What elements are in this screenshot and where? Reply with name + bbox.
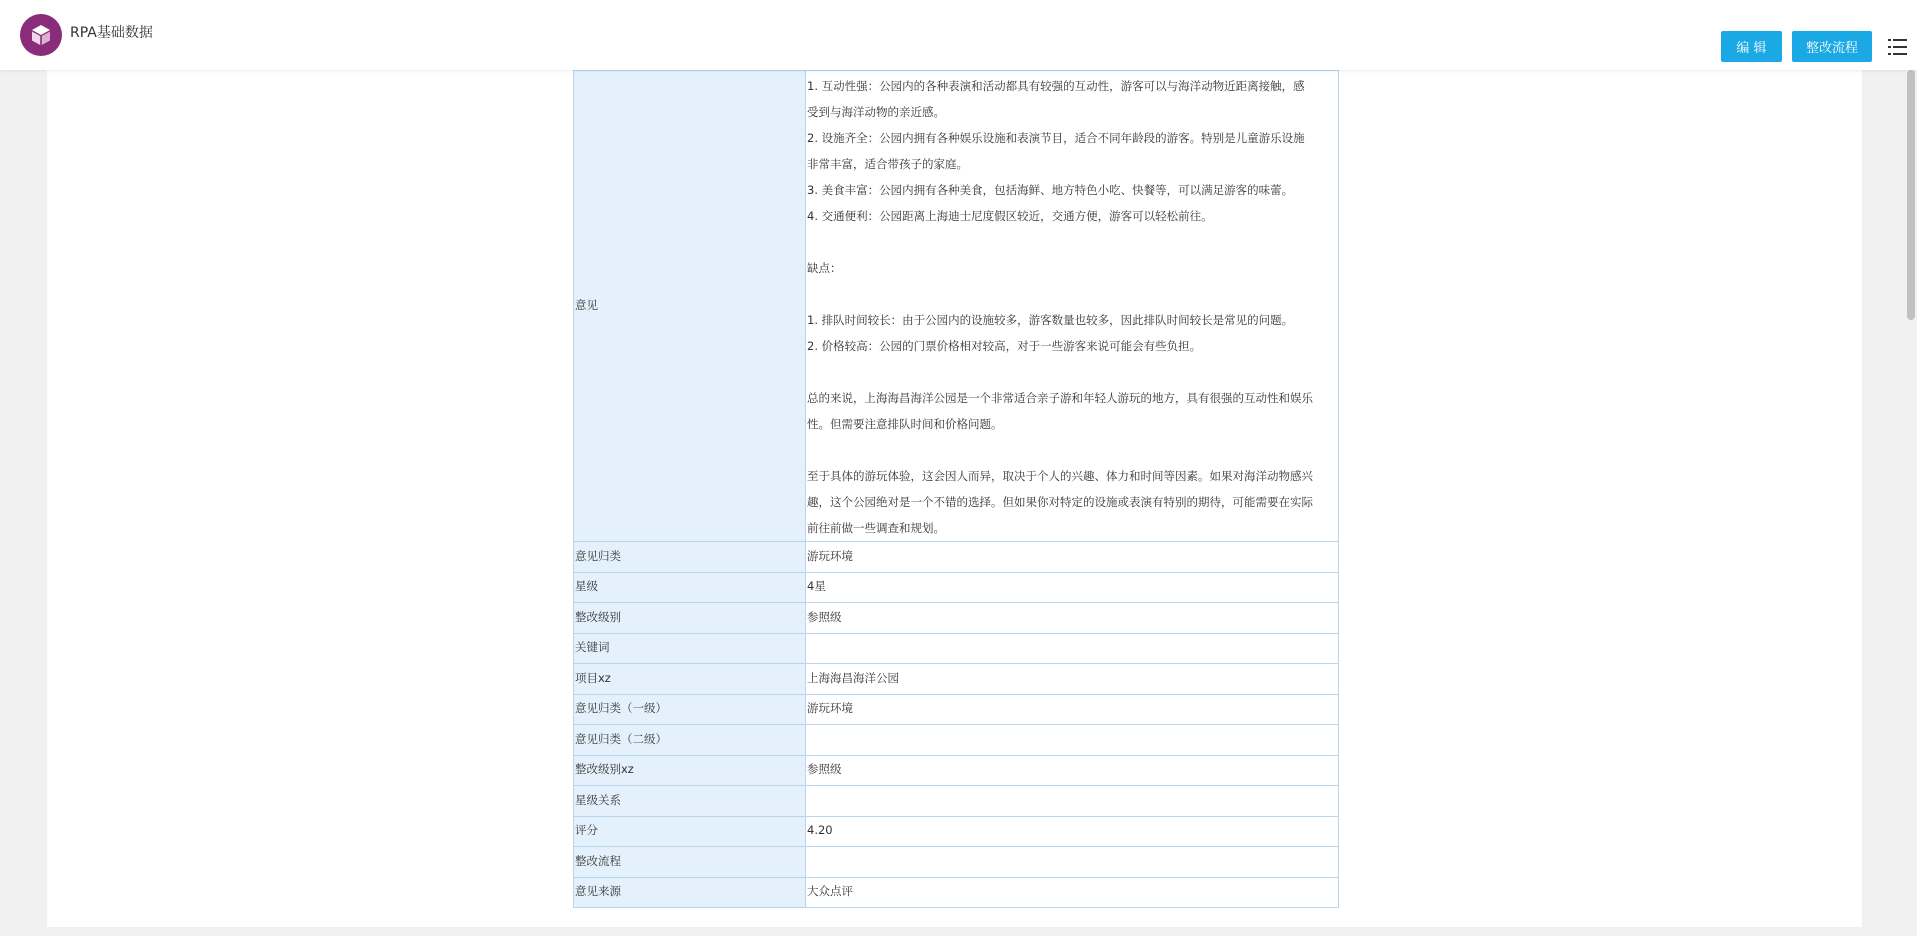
table-row <box>574 847 1339 878</box>
opinion-line <box>807 229 1336 255</box>
field-value <box>806 694 1339 725</box>
field-value <box>806 664 1339 695</box>
field-label <box>574 877 806 908</box>
field-label <box>574 71 806 542</box>
field-value-text: 大众点评 <box>807 884 853 899</box>
table-row <box>574 786 1339 817</box>
field-label-text: 意见归类（一级） <box>575 701 667 716</box>
field-label <box>574 725 806 756</box>
opinion-line <box>807 359 1336 385</box>
edit-button[interactable]: 编 辑 <box>1721 31 1782 62</box>
field-value-text: 参照级 <box>807 609 842 624</box>
opinion-line: 趣，这个公园绝对是一个不错的选择。但如果你对特定的设施或表演有特别的期待，可能需要在实际 <box>807 495 1313 509</box>
opinion-line: 3. 美食丰富：公园内拥有各种美食，包括海鲜、地方特色小吃、快餐等，可以满足游客的味蕾。 <box>807 183 1294 197</box>
field-value <box>806 542 1339 573</box>
field-value-text: 4星 <box>807 579 826 594</box>
table-row-opinion <box>574 71 1339 542</box>
field-label <box>574 816 806 847</box>
app-title: RPA基础数据 <box>70 25 153 41</box>
field-label-text: 整改级别 <box>575 609 621 624</box>
opinion-line: 前往前做一些调查和规划。 <box>807 521 945 535</box>
field-value <box>806 633 1339 664</box>
opinion-line: 1. 排队时间较长：由于公园内的设施较多，游客数量也较多，因此排队时间较长是常见的问题。 <box>807 313 1294 327</box>
field-label <box>574 786 806 817</box>
detail-table <box>573 70 1339 908</box>
field-value <box>806 71 1339 542</box>
field-label-text: 意见 <box>575 298 598 313</box>
field-label <box>574 664 806 695</box>
top-bar <box>0 0 1917 70</box>
opinion-line: 2. 设施齐全：公园内拥有各种娱乐设施和表演节目，适合不同年龄段的游客。特别是儿童游乐设施 <box>807 131 1305 145</box>
cube-icon[interactable] <box>20 14 62 56</box>
field-value <box>806 847 1339 878</box>
field-value <box>806 755 1339 786</box>
vertical-scrollbar[interactable] <box>1907 70 1915 320</box>
table-row <box>574 572 1339 603</box>
field-label-text: 整改流程 <box>575 853 621 868</box>
field-label-text: 整改级别xz <box>575 762 634 777</box>
field-label <box>574 572 806 603</box>
table-row <box>574 725 1339 756</box>
opinion-line: 非常丰富，适合带孩子的家庭。 <box>807 157 968 171</box>
list-menu-icon[interactable] <box>1888 38 1908 56</box>
opinion-line <box>807 281 1336 307</box>
table-row <box>574 603 1339 634</box>
field-label <box>574 847 806 878</box>
field-value <box>806 786 1339 817</box>
field-label <box>574 603 806 634</box>
field-label-text: 评分 <box>575 823 598 838</box>
opinion-text <box>806 71 1338 541</box>
field-value <box>806 877 1339 908</box>
field-label-text: 意见归类（二级） <box>575 731 667 746</box>
table-row <box>574 816 1339 847</box>
opinion-line: 至于具体的游玩体验，这会因人而异，取决于个人的兴趣、体力和时间等因素。如果对海洋动物感兴 <box>807 469 1313 483</box>
table-row <box>574 664 1339 695</box>
field-label <box>574 694 806 725</box>
field-value <box>806 816 1339 847</box>
opinion-line: 受到与海洋动物的亲近感。 <box>807 105 945 119</box>
table-row <box>574 633 1339 664</box>
table-row <box>574 877 1339 908</box>
opinion-line <box>807 437 1336 463</box>
field-value <box>806 572 1339 603</box>
field-label-text: 项目xz <box>575 670 611 685</box>
field-value <box>806 725 1339 756</box>
field-label-text: 星级 <box>575 579 598 594</box>
opinion-line: 缺点： <box>807 261 842 275</box>
opinion-line: 1. 互动性强：公园内的各种表演和活动都具有较强的互动性，游客可以与海洋动物近距离接触，感 <box>807 79 1305 93</box>
rectification-flow-button[interactable]: 整改流程 <box>1792 31 1872 62</box>
opinion-line: 2. 价格较高：公园的门票价格相对较高，对于一些游客来说可能会有些负担。 <box>807 339 1202 353</box>
field-value-text: 上海海昌海洋公园 <box>807 670 899 685</box>
field-value-text: 参照级 <box>807 762 842 777</box>
field-label <box>574 542 806 573</box>
field-label <box>574 633 806 664</box>
opinion-line: 总的来说，上海海昌海洋公园是一个非常适合亲子游和年轻人游玩的地方，具有很强的互动性和娱乐 <box>807 391 1313 405</box>
table-row <box>574 542 1339 573</box>
field-value-text: 游玩环境 <box>807 701 853 716</box>
opinion-line: 性。但需要注意排队时间和价格问题。 <box>807 417 1003 431</box>
field-label-text: 关键词 <box>575 640 610 655</box>
field-value-text: 游玩环境 <box>807 548 853 563</box>
field-value-text: 4.20 <box>807 823 833 838</box>
table-row <box>574 694 1339 725</box>
opinion-line: 4. 交通便利：公园距离上海迪士尼度假区较近，交通方便，游客可以轻松前往。 <box>807 209 1213 223</box>
field-label <box>574 755 806 786</box>
field-label-text: 意见归类 <box>575 548 621 563</box>
field-label-text: 星级关系 <box>575 792 621 807</box>
table-row <box>574 755 1339 786</box>
field-value <box>806 603 1339 634</box>
field-label-text: 意见来源 <box>575 884 621 899</box>
